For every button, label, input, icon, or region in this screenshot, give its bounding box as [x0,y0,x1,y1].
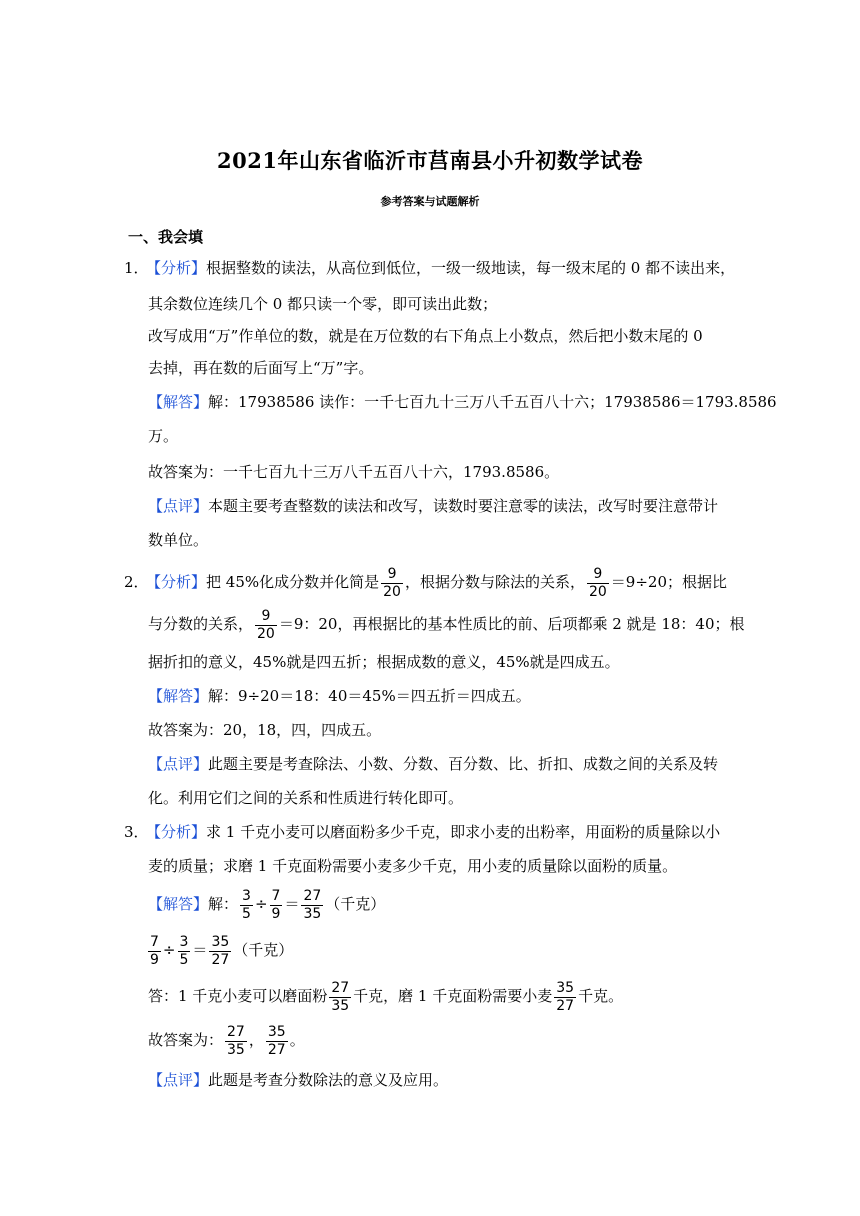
q2-answer: 故答案为：20，18，四，四成五。 [148,721,382,739]
q3-analysis-line-2: 麦的质量；求磨 1 千克面粉需要小麦多少千克，用小麦的质量除以面粉的质量。 [148,857,678,875]
q3-number: 3． [124,823,149,841]
q3-analysis-line-1: 3．【分析】求 1 千克小麦可以磨面粉多少千克，即求小麦的出粉率，用面粉的质量除以小 [124,823,721,841]
q1-solution-line-2: 万。 [148,427,179,445]
q3-final-answer: 故答案为： $\frac{27}{35}$ ， $\frac{35}{27}$ 。 [148,1023,305,1058]
q1-answer: 故答案为：一千七百九十三万八千五百八十六，1793.8586。 [148,463,560,481]
fraction-27-35: $\frac{27}{35}$ [331,979,350,1014]
fraction-3-5: $\frac{3}{5}$ [179,933,189,968]
q1-number: 1． [124,259,149,277]
q1-analysis-line-2: 其余数位连续几个 0 都只读一个零，即可读出此数； [148,295,498,313]
q2-number: 2． [124,573,149,591]
q2-comment-line-2: 化。利用它们之间的关系和性质进行转化即可。 [148,789,464,807]
fraction-35-27: $\frac{35}{27}$ [267,1023,286,1058]
fraction-9-20: $\frac{9}{20}$ [588,565,607,600]
comment-tag: 【点评】 [148,755,209,773]
q3-solution-line-2: $\frac{7}{9}$ ÷ $\frac{3}{5}$ ＝ $\frac{35}{27}$ （千克） [150,933,294,968]
solution-tag: 【解答】 [148,895,209,913]
q1-comment-line-2: 数单位。 [148,531,209,549]
comment-tag: 【点评】 [148,497,209,515]
q1-analysis-line-3: 改写成用“万”作单位的数，就是在万位数的右下角点上小数点，然后把小数末尾的 0 [148,327,703,345]
analysis-tag: 【分析】 [146,259,207,277]
q3-comment: 【点评】此题是考查分数除法的意义及应用。 [148,1071,449,1089]
q2-analysis-line-1: 2．【分析】把 45%化成分数并化简是 $\frac{9}{20}$ ，根据分数与除法的关系， $\frac{9}{20}$ ＝9÷20；根据比 [124,562,727,602]
fraction-7-9: $\frac{7}{9}$ [150,933,159,968]
fraction-35-27: $\frac{35}{27}$ [556,979,575,1014]
q1-analysis-line-1: 1．【分析】根据整数的读法，从高位到低位，一级一级地读，每一级末尾的 0 都不读出来， [124,259,736,277]
page-subtitle: 参考答案与试题解析 [380,195,480,208]
fraction-35-27: $\frac{35}{27}$ [211,933,230,968]
fraction-9-20: $\frac{9}{20}$ [257,607,275,642]
q1-comment-line-1: 【点评】本题主要考查整数的读法和改写，读数时要注意零的读法，改写时要注意带计 [148,497,719,515]
analysis-tag: 【分析】 [146,573,207,591]
q1-analysis-line-4: 去掉，再在数的后面写上“万”字。 [148,359,374,377]
q2-analysis-line-3: 据折扣的意义，45%就是四五折；根据成数的意义，45%就是四成五。 [148,653,620,671]
fraction-27-35: $\frac{27}{35}$ [303,887,322,922]
section-heading: 一、我会填 [128,228,204,246]
q3-answer-sentence: 答：1 千克小麦可以磨面粉 $\frac{27}{35}$ 千克，磨 1 千克面粉需要小麦 $\frac{35}{27}$ 千克。 [148,979,624,1014]
q2-analysis-line-2: 与分数的关系， $\frac{9}{20}$ ＝9：20，再根据比的基本性质比的前、后项都乘 2 就是 18：40；根 [148,607,745,642]
solution-tag: 【解答】 [148,687,209,705]
analysis-tag: 【分析】 [146,823,207,841]
solution-tag: 【解答】 [148,393,209,411]
fraction-7-9: $\frac{7}{9}$ [271,887,281,922]
fraction-3-5: $\frac{3}{5}$ [242,887,251,922]
comment-tag: 【点评】 [148,1071,209,1089]
fraction-9-20: $\frac{9}{20}$ [383,565,401,600]
fraction-27-35: $\frac{27}{35}$ [227,1023,245,1058]
q1-solution-line-1: 【解答】解：17938586 读作：一千七百九十三万八千五百八十六；17938586＝1793.8586 [148,393,777,411]
q3-solution-line-1: 【解答】解： $\frac{3}{5}$ ÷ $\frac{7}{9}$ ＝ $\frac{27}{35}$ （千克） [148,887,386,922]
q2-comment-line-1: 【点评】此题主要是考查除法、小数、分数、百分数、比、折扣、成数之间的关系及转 [148,755,719,773]
q2-solution: 【解答】解：9÷20＝18：40＝45%＝四五折＝四成五。 [148,687,531,705]
page-title: 2021年山东省临沂市莒南县小升初数学试卷 [217,148,643,173]
